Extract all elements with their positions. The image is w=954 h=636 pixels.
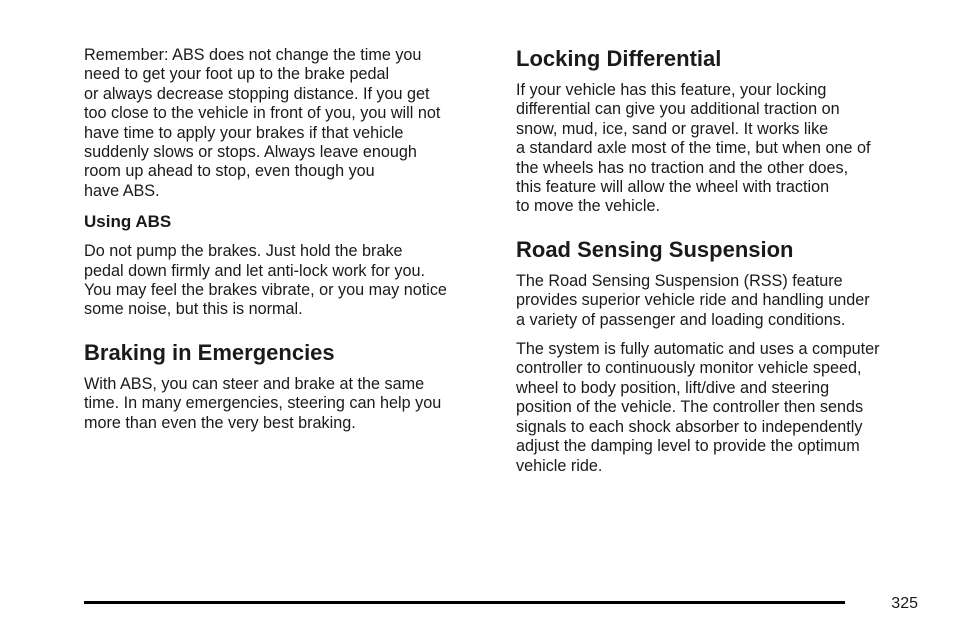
paragraph-using-abs: Do not pump the brakes. Just hold the brake pedal down firmly and let anti-lock work for you. You may feel the brakes vibrate, or you may notice some noise, but this is normal. (84, 242, 447, 319)
paragraph-braking-in-emergencies: With ABS, you can steer and brake at the same time. In many emergencies, steering can help you more than even the very best braking. (84, 374, 442, 432)
heading-locking-differential: Locking Differential (516, 46, 722, 71)
page-number: 325 (891, 595, 918, 612)
heading-braking-in-emergencies: Braking in Emergencies (84, 339, 335, 365)
heading-road-sensing-suspension: Road Sensing Suspension (516, 236, 794, 262)
paragraph-abs-reminder: Remember: ABS does not change the time you need to get your foot up to the brake pedal or always decrease stopping distance. If you get too close to the vehicle in front of you, you will not have time to apply your brakes if that vehicle suddenly slows or stops. Always leave enough room up ahead to stop, even though you have ABS. (84, 46, 441, 200)
heading-using-abs: Using ABS (84, 212, 172, 232)
paragraph-rss-feature: The Road Sensing Suspension (RSS) feature provides superior vehicle ride and handling under a variety of passenger and loading conditions. (516, 271, 870, 329)
paragraph-rss-system: The system is fully automatic and uses a computer controller to continuously monitor vehicle speed, wheel to body position, lift/dive and steering position of the vehicle. The controller then sends signals to each shock absorber to independently adjust the damping level to provide the optimum vehicle ride. (516, 340, 880, 475)
left-column (84, 46, 492, 433)
paragraph-locking-differential: If your vehicle has this feature, your locking differential can give you additional traction on snow, mud, ice, sand or gravel. It works like a standard axle most of the time, but when one of the wheels has no traction and the other does, this feature will allow the wheel with traction to move the vehicle. (516, 81, 871, 216)
footer-rule (84, 601, 845, 604)
right-column (516, 46, 926, 476)
